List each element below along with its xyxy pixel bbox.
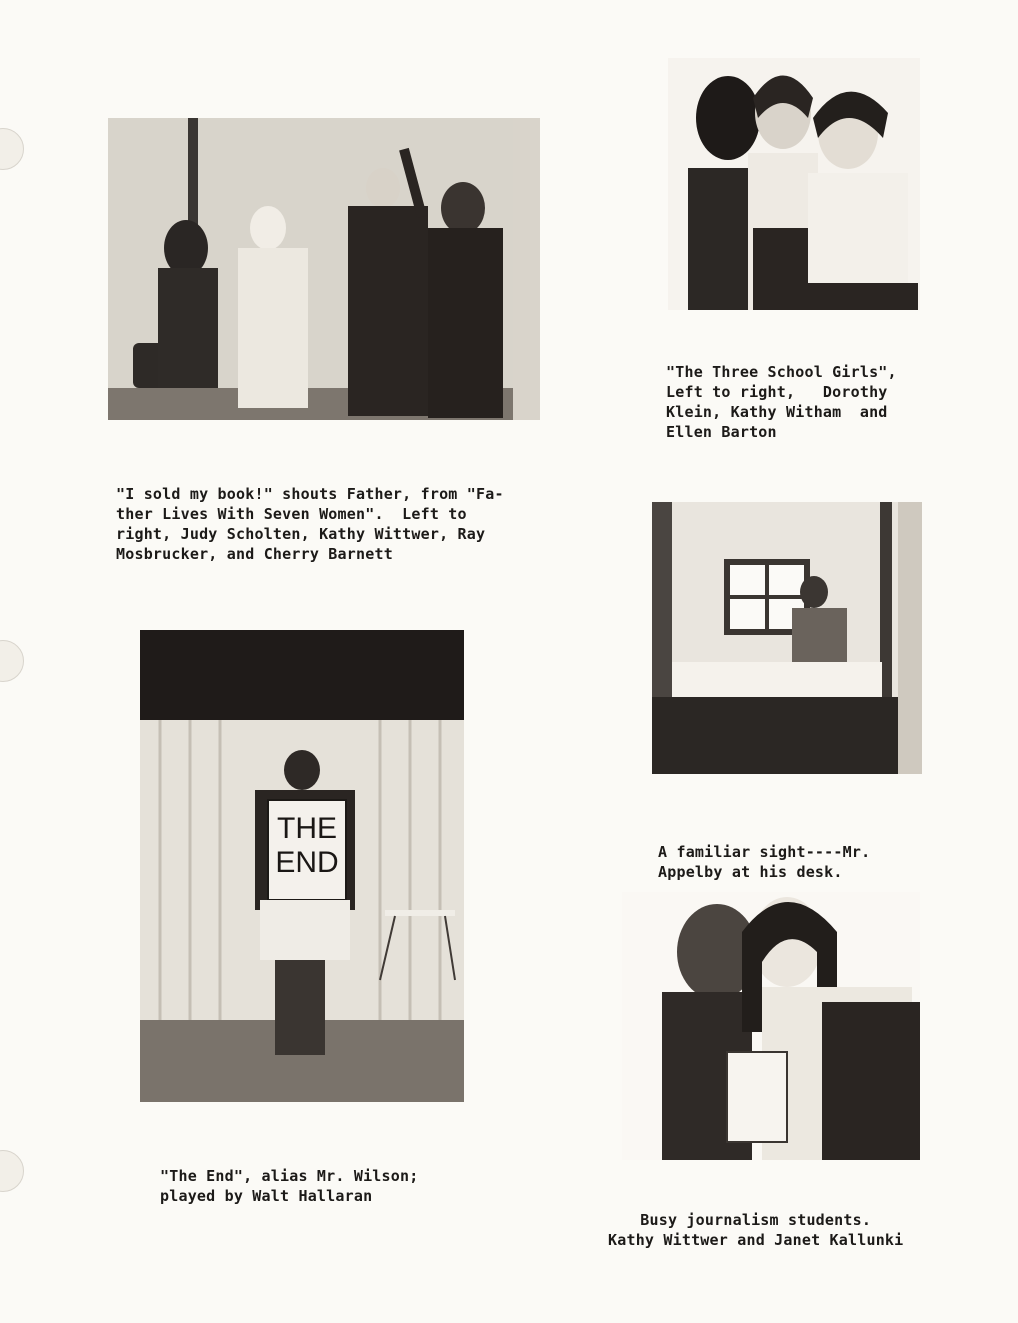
caption-three-school-girls: "The Three School Girls", Left to right, Dorothy Klein, Kathy Witham and Ellen Barton [666, 363, 897, 441]
binder-hole-bottom [0, 1150, 24, 1192]
binder-hole-top [0, 128, 24, 170]
photo-three-school-girls [668, 58, 920, 310]
the-end-sign-line-2: END [275, 846, 339, 879]
the-end-sign-line-1: THE [277, 812, 337, 845]
the-end-sign [268, 812, 346, 880]
photo-father-lives-scene [108, 118, 540, 420]
photo-the-end-stage [140, 630, 464, 1102]
caption-journalism-students: Busy journalism students. Kathy Wittwer and Janet Kallunki [608, 1211, 904, 1249]
caption-the-end: "The End", alias Mr. Wilson; played by Walt Hallaran [160, 1167, 419, 1205]
photo-journalism-students [622, 892, 920, 1160]
caption-mr-appelby: A familiar sight----Mr. Appelby at his desk. [658, 843, 871, 881]
binder-hole-middle [0, 640, 24, 682]
caption-father-lives: "I sold my book!" shouts Father, from "Fa- ther Lives With Seven Women". Left to right, Judy Scholten, Kathy Wittwer, Ray Mosbrucker, and Cherry Barnett [116, 485, 504, 563]
photo-mr-appelby-desk [652, 502, 922, 774]
